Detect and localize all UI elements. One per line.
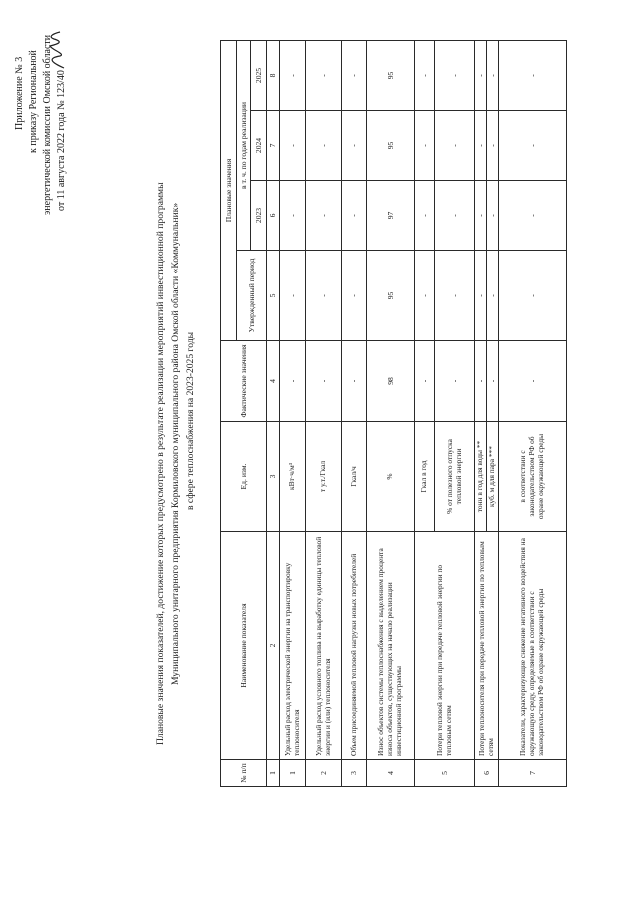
column-number: 1 xyxy=(267,760,280,787)
title-line-1: Плановые значения показателей, достижение которых предусмотрено в результате реализации мероприятий инвестиционной программы xyxy=(155,182,166,745)
value-approved: - xyxy=(306,251,342,341)
indicator-unit: Гкал в год xyxy=(415,422,435,532)
table-row xyxy=(306,40,342,786)
indicator-unit: тонн в год для воды ** xyxy=(475,422,487,532)
value-2025: - xyxy=(499,40,567,110)
title-line-2: Муниципального унитарного предприятия Кормиловского муниципального района Омской области «Коммунальник» xyxy=(170,202,181,685)
indicator-name: Износ объектов системы теплоснабжения с выделением процента износа объектов, существующих на начало реализации инвестиционной программы xyxy=(367,532,415,760)
value-2025: - xyxy=(280,40,306,110)
value-2024: 95 xyxy=(367,111,415,181)
row-number: 3 xyxy=(342,760,367,787)
appendix-line-1: Приложение № 3 xyxy=(14,56,25,130)
indicator-name: Объем присоединяемой тепловой нагрузки новых потребителей xyxy=(342,532,367,760)
value-2024: - xyxy=(306,111,342,181)
value-2025: - xyxy=(342,40,367,110)
row-number: 1 xyxy=(280,760,306,787)
value-2024: - xyxy=(475,111,487,181)
value-2025: - xyxy=(306,40,342,110)
row-number: 6 xyxy=(475,760,499,787)
value-actual: - xyxy=(475,341,487,422)
column-number: 5 xyxy=(267,251,280,341)
value-2023: - xyxy=(415,181,435,251)
header-year-2024: 2024 xyxy=(251,111,267,181)
value-actual: - xyxy=(280,341,306,422)
value-actual: 98 xyxy=(367,341,415,422)
header-unit: Ед. изм. xyxy=(221,422,267,532)
value-actual: - xyxy=(415,341,435,422)
value-2025: - xyxy=(487,40,499,110)
column-number: 7 xyxy=(267,111,280,181)
indicator-unit: в соответствии с законодательством РФ об охране окружающей среды xyxy=(499,422,567,532)
value-approved: - xyxy=(342,251,367,341)
row-number: 5 xyxy=(415,760,475,787)
indicator-name: Удельный расход условного топлива на выработку единицы тепловой энергии и (или) теплоносителя xyxy=(306,532,342,760)
value-2025: - xyxy=(415,40,435,110)
header-planned: Плановые значения xyxy=(221,40,237,340)
value-approved: - xyxy=(435,251,475,341)
column-number: 2 xyxy=(267,532,280,760)
value-actual: - xyxy=(487,341,499,422)
value-approved: - xyxy=(475,251,487,341)
value-approved: - xyxy=(280,251,306,341)
indicator-unit: % xyxy=(367,422,415,532)
value-actual: - xyxy=(306,341,342,422)
indicator-name: Потери теплоносителя при передаче тепловой энергии по тепловым сетям xyxy=(475,532,499,760)
table-row xyxy=(367,40,415,786)
value-2025: 95 xyxy=(367,40,415,110)
column-number: 3 xyxy=(267,422,280,532)
header-approved: Утвержденный период xyxy=(237,251,267,341)
indicators-table xyxy=(220,40,567,787)
indicator-name: Удельный расход электрической энергии на транспортировку теплоносителя xyxy=(280,532,306,760)
value-approved: 95 xyxy=(367,251,415,341)
appendix-line-2: к приказу Региональной xyxy=(28,50,39,153)
table-row xyxy=(475,40,487,786)
table-row xyxy=(342,40,367,786)
value-2025: - xyxy=(435,40,475,110)
indicator-name: Потери тепловой энергии при передаче тепловой энергии по тепловым сетям xyxy=(415,532,475,760)
handwritten-signature xyxy=(46,30,68,70)
value-2024: - xyxy=(435,111,475,181)
header-by-years: в т. ч. по годам реализации xyxy=(237,40,251,250)
value-actual: - xyxy=(499,341,567,422)
value-2024: - xyxy=(415,111,435,181)
value-2025: - xyxy=(475,40,487,110)
appendix-line-4: от 11 августа 2022 года № 123/40 xyxy=(56,70,67,211)
value-2023: - xyxy=(435,181,475,251)
header-num: № п/п xyxy=(221,760,267,787)
column-number: 6 xyxy=(267,181,280,251)
row-number: 2 xyxy=(306,760,342,787)
indicator-unit: % от полезного отпуска тепловой энергии xyxy=(435,422,475,532)
value-2023: - xyxy=(499,181,567,251)
value-2023: - xyxy=(475,181,487,251)
table-row xyxy=(280,40,306,786)
value-2024: - xyxy=(342,111,367,181)
header-name: Наименование показателя xyxy=(221,532,267,760)
column-number: 4 xyxy=(267,341,280,422)
column-number: 8 xyxy=(267,40,280,110)
value-2024: - xyxy=(487,111,499,181)
value-2023: - xyxy=(342,181,367,251)
value-approved: - xyxy=(487,251,499,341)
header-actual: Фактические значения xyxy=(221,341,267,422)
indicator-name: Показатели, характеризующие снижение негативного воздействия на окружающую среду, определяемые в соответствии с законодательством РФ об охране окружающей среды xyxy=(499,532,567,760)
table-row xyxy=(415,40,435,786)
value-approved: - xyxy=(415,251,435,341)
value-2023: - xyxy=(487,181,499,251)
value-2023: 97 xyxy=(367,181,415,251)
value-2023: - xyxy=(306,181,342,251)
indicator-unit: кВт·ч/м³ xyxy=(280,422,306,532)
value-2024: - xyxy=(499,111,567,181)
value-approved: - xyxy=(499,251,567,341)
row-number: 4 xyxy=(367,760,415,787)
table-row xyxy=(499,40,567,786)
indicator-unit: куб. м для пара *** xyxy=(487,422,499,532)
indicator-unit: Гкал/ч xyxy=(342,422,367,532)
header-year-2023: 2023 xyxy=(251,181,267,251)
appendix-line-3: энергетической комиссии Омской области xyxy=(42,34,53,215)
indicator-unit: т у.т./Гкал xyxy=(306,422,342,532)
row-number: 7 xyxy=(499,760,567,787)
header-year-2025: 2025 xyxy=(251,40,267,110)
value-2024: - xyxy=(280,111,306,181)
value-actual: - xyxy=(435,341,475,422)
value-actual: - xyxy=(342,341,367,422)
value-2023: - xyxy=(280,181,306,251)
title-line-3: в сфере теплоснабжения на 2023-2025 годы xyxy=(185,331,196,510)
